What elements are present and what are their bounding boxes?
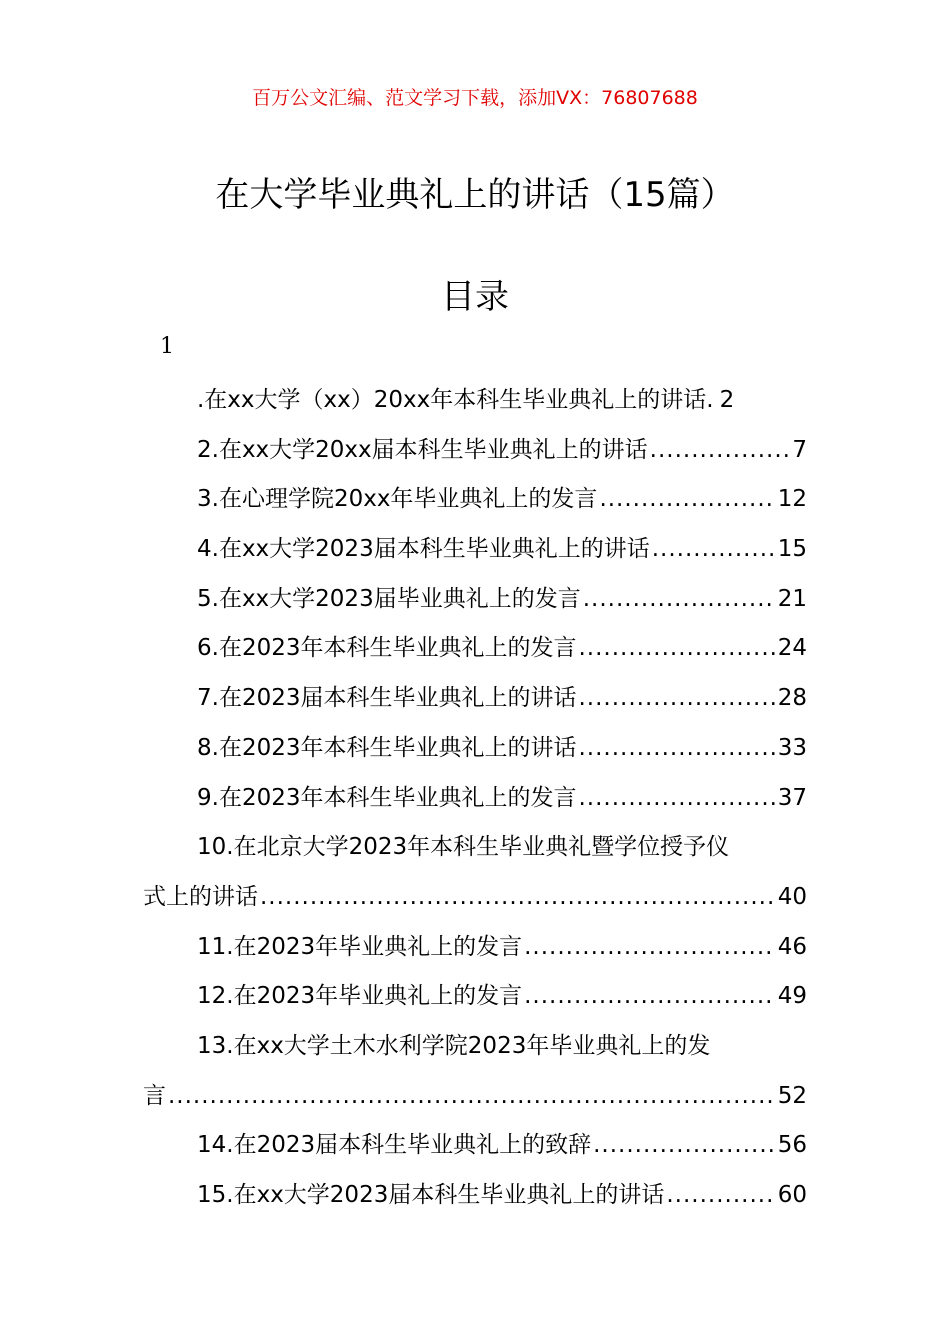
toc-entry-8[interactable]: [143, 724, 807, 774]
document-title: 在大学毕业典礼上的讲话（15篇）: [215, 175, 735, 215]
toc-entry-page: 2: [719, 387, 735, 413]
toc-entry-7[interactable]: [143, 674, 807, 724]
toc-entry-page: 40: [777, 883, 807, 910]
toc-entry-page: 21: [777, 585, 807, 612]
toc-dot-leader: [578, 624, 775, 674]
toc-entry-page: 49: [777, 983, 807, 1010]
toc-dot-leader: [666, 1171, 775, 1221]
toc-entry-title: 14.在2023届本科生毕业典礼上的致辞: [197, 1132, 592, 1159]
toc-entry-title-line2: 言: [143, 1082, 166, 1109]
toc-entry-5[interactable]: [143, 575, 807, 625]
toc-dot-leader: [583, 575, 776, 625]
toc-dot-leader: [260, 873, 776, 923]
toc-entry-title: 9.在2023年本科生毕业典礼上的发言: [197, 784, 577, 811]
toc-dot-leader: [524, 923, 776, 973]
toc-entry-title: 12.在2023年毕业典礼上的发言: [197, 983, 523, 1010]
toc-entry-page: 24: [777, 635, 807, 662]
toc-entry-title-line2: 式上的讲话: [143, 883, 258, 910]
stray-page-number: 1: [160, 334, 174, 359]
toc-dot-leader: [578, 724, 775, 774]
toc-entry-title: 11.在2023年毕业典礼上的发言: [197, 933, 523, 960]
toc-entry-14[interactable]: [143, 1121, 807, 1171]
toc-entry-title: 8.在2023年本科生毕业典礼上的讲话: [197, 734, 577, 761]
toc-entry-13[interactable]: [143, 1022, 807, 1121]
toc-dot-leader: [168, 1072, 776, 1122]
toc-entry-page: 12: [777, 486, 807, 513]
toc-entry-6[interactable]: [143, 624, 807, 674]
toc-entry-page: 60: [777, 1182, 807, 1208]
toc-entry-title: 2.在xx大学20xx届本科生毕业典礼上的讲话: [197, 436, 648, 463]
toc-entry-page: 56: [777, 1132, 807, 1159]
toc-entry-9[interactable]: [143, 774, 807, 824]
table-of-contents: [143, 376, 807, 1221]
toc-entry-title-line1: 10.在北京大学2023年本科生毕业典礼暨学位授予仪: [197, 834, 730, 861]
toc-dot-leader: [652, 525, 776, 575]
toc-entry-page: 15: [777, 536, 807, 563]
toc-dot-leader: [593, 1121, 776, 1171]
toc-entry-3[interactable]: [143, 475, 807, 525]
toc-entry-page: 7: [792, 436, 807, 463]
toc-entry-title-line1: 13.在xx大学土木水利学院2023年毕业典礼上的发: [197, 1032, 711, 1059]
toc-entry-page: 37: [777, 784, 807, 811]
toc-entry-4[interactable]: [143, 525, 807, 575]
toc-entry-page: 52: [777, 1082, 807, 1109]
toc-entry-title: .在xx大学（xx）20xx年本科生毕业典礼上的讲话.: [197, 387, 714, 413]
watermark-header-note: 百万公文汇编、范文学习下载，添加VX：76807688: [252, 87, 698, 109]
toc-entry-page: 28: [777, 685, 807, 712]
toc-entry-title: 6.在2023年本科生毕业典礼上的发言: [197, 635, 577, 662]
toc-dot-leader: [650, 426, 791, 476]
toc-entry-12[interactable]: [143, 972, 807, 1022]
toc-entry-10[interactable]: [143, 823, 807, 922]
toc-entry-title: 4.在xx大学2023届本科生毕业典礼上的讲话: [197, 536, 650, 563]
toc-entry-title: 5.在xx大学2023届毕业典礼上的发言: [197, 585, 581, 612]
toc-entry-page: 46: [777, 933, 807, 960]
toc-dot-leader: [524, 972, 776, 1022]
toc-entry-2[interactable]: [143, 426, 807, 476]
toc-dot-leader: [578, 774, 775, 824]
toc-entry-title: 15.在xx大学2023届本科生毕业典礼上的讲话: [197, 1182, 665, 1208]
toc-entry-1[interactable]: [143, 376, 807, 426]
toc-dot-leader: [578, 674, 775, 724]
toc-entry-page: 33: [777, 734, 807, 761]
toc-heading: 目录: [441, 277, 509, 317]
toc-entry-title: 3.在心理学院20xx年毕业典礼上的发言: [197, 486, 598, 513]
toc-entry-11[interactable]: [143, 923, 807, 973]
toc-entry-title: 7.在2023届本科生毕业典礼上的讲话: [197, 685, 577, 712]
toc-dot-leader: [599, 475, 775, 525]
toc-entry-15[interactable]: [143, 1171, 807, 1221]
